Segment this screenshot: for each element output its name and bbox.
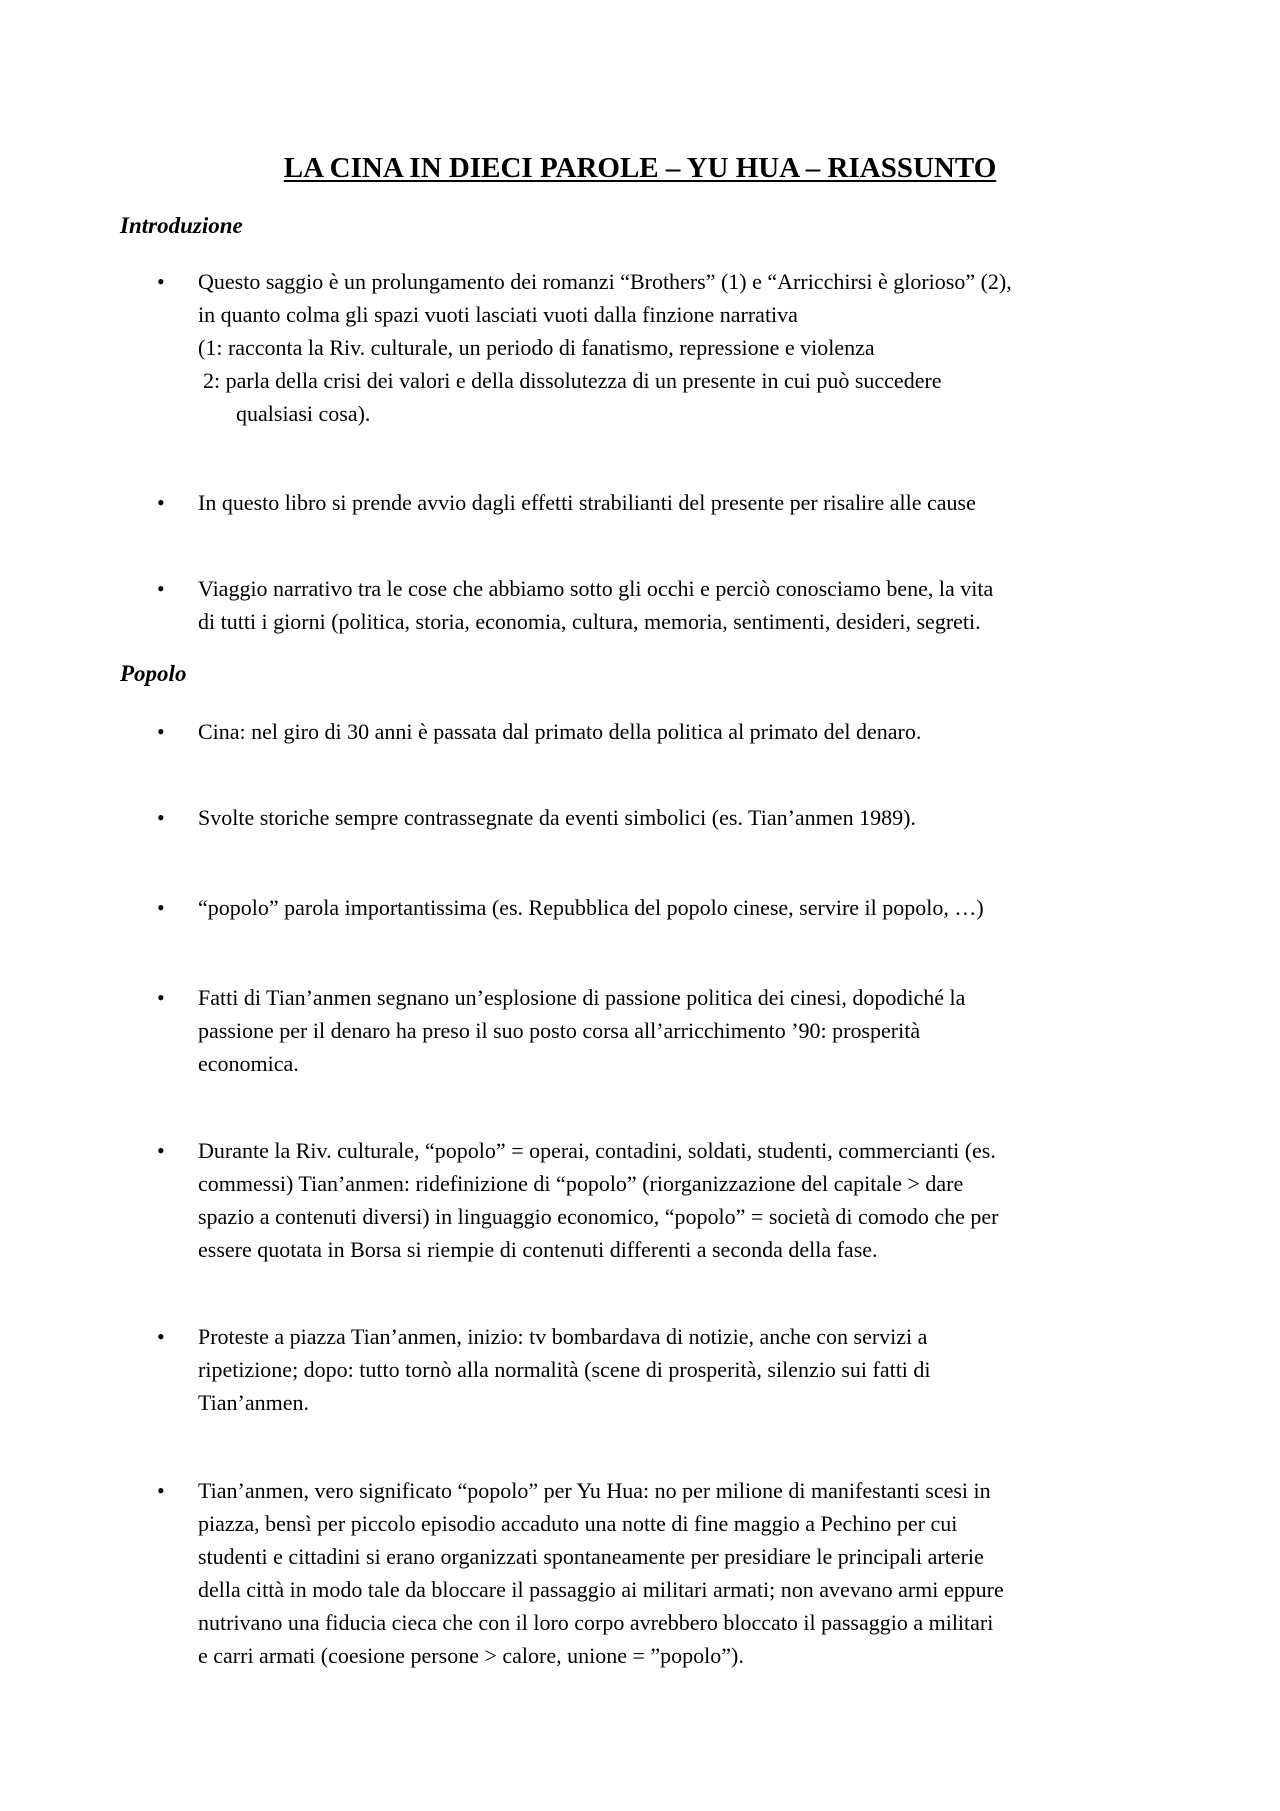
document-title: LA CINA IN DIECI PAROLE – YU HUA – RIASSUNTO <box>283 152 997 184</box>
list-item-line: Questo saggio è un prolungamento dei romanzi “Brothers” (1) e “Arricchirsi è glorioso” (2), <box>198 269 1012 294</box>
list-item <box>198 572 1168 638</box>
list-item <box>198 981 1168 1080</box>
list-item <box>198 801 1168 834</box>
list-item-line: ripetizione; dopo: tutto tornò alla normalità (scene di prosperità, silenzio sui fatti di <box>198 1357 931 1382</box>
section-heading-introduzione: Introduzione <box>120 213 243 238</box>
bullet-icon: • <box>157 576 165 601</box>
bullet-icon: • <box>157 1324 165 1349</box>
list-item <box>198 1134 1168 1266</box>
list-item-line: in quanto colma gli spazi vuoti lasciati vuoti dalla finzione narrativa <box>198 302 798 327</box>
bullet-icon: • <box>157 269 165 294</box>
section-heading-popolo: Popolo <box>120 661 187 686</box>
bullet-icon: • <box>157 719 165 744</box>
list-item-line: studenti e cittadini si erano organizzati spontaneamente per presidiare le principali arterie <box>198 1544 984 1569</box>
bullet-icon: • <box>157 1138 165 1163</box>
list-item-line: economica. <box>198 1051 299 1076</box>
bullet-icon: • <box>157 1478 165 1503</box>
list-item-line: commessi) Tian’anmen: ridefinizione di “popolo” (riorganizzazione del capitale > dare <box>198 1171 964 1196</box>
list-item-line: “popolo” parola importantissima (es. Repubblica del popolo cinese, servire il popolo, …) <box>198 895 984 920</box>
list-item-line: nutrivano una fiducia cieca che con il loro corpo avrebbero bloccato il passaggio a militari <box>198 1610 994 1635</box>
list-item-line: essere quotata in Borsa si riempie di contenuti differenti a seconda della fase. <box>198 1237 878 1262</box>
bullet-icon: • <box>157 895 165 920</box>
bullet-icon: • <box>157 805 165 830</box>
list-item-line: passione per il denaro ha preso il suo posto corsa all’arricchimento ’90: prosperità <box>198 1018 921 1043</box>
list-item-line: di tutti i giorni (politica, storia, economia, cultura, memoria, sentimenti, desideri, segreti. <box>198 609 981 634</box>
list-item-line: Fatti di Tian’anmen segnano un’esplosione di passione politica dei cinesi, dopodiché la <box>198 985 966 1010</box>
list-item-line: qualsiasi cosa). <box>236 401 371 426</box>
list-item-line: spazio a contenuti diversi) in linguaggio economico, “popolo” = società di comodo che per <box>198 1204 999 1229</box>
list-item-line: Svolte storiche sempre contrassegnate da eventi simbolici (es. Tian’anmen 1989). <box>198 805 916 830</box>
list-item <box>198 265 1168 430</box>
list-item-line: Viaggio narrativo tra le cose che abbiamo sotto gli occhi e perciò conosciamo bene, la vita <box>198 576 994 601</box>
list-item-line: Durante la Riv. culturale, “popolo” = operai, contadini, soldati, studenti, commercianti (es. <box>198 1138 996 1163</box>
list-item-line: Cina: nel giro di 30 anni è passata dal primato della politica al primato del denaro. <box>198 719 922 744</box>
list-item <box>198 715 1168 748</box>
bullet-icon: • <box>157 490 165 515</box>
list-item-line: della città in modo tale da bloccare il passaggio ai militari armati; non avevano armi eppure <box>198 1577 1004 1602</box>
bullet-icon: • <box>157 985 165 1010</box>
list-item-line: 2: parla della crisi dei valori e della dissolutezza di un presente in cui può succedere <box>203 368 942 393</box>
list-item <box>198 1474 1168 1672</box>
list-item <box>198 891 1168 924</box>
list-item <box>198 486 1168 519</box>
list-item-line: In questo libro si prende avvio dagli effetti strabilianti del presente per risalire alle cause <box>198 490 976 515</box>
list-item-line: Tian’anmen, vero significato “popolo” per Yu Hua: no per milione di manifestanti scesi in <box>198 1478 991 1503</box>
list-item-line: e carri armati (coesione persone > calore, unione = ”popolo”). <box>198 1643 744 1668</box>
list-item-line: (1: racconta la Riv. culturale, un periodo di fanatismo, repressione e violenza <box>198 335 875 360</box>
list-item <box>198 1320 1168 1419</box>
list-item-line: piazza, bensì per piccolo episodio accaduto una notte di fine maggio a Pechino per cui <box>198 1511 958 1536</box>
list-item-line: Proteste a piazza Tian’anmen, inizio: tv bombardava di notizie, anche con servizi a <box>198 1324 928 1349</box>
list-item-line: Tian’anmen. <box>198 1390 310 1415</box>
